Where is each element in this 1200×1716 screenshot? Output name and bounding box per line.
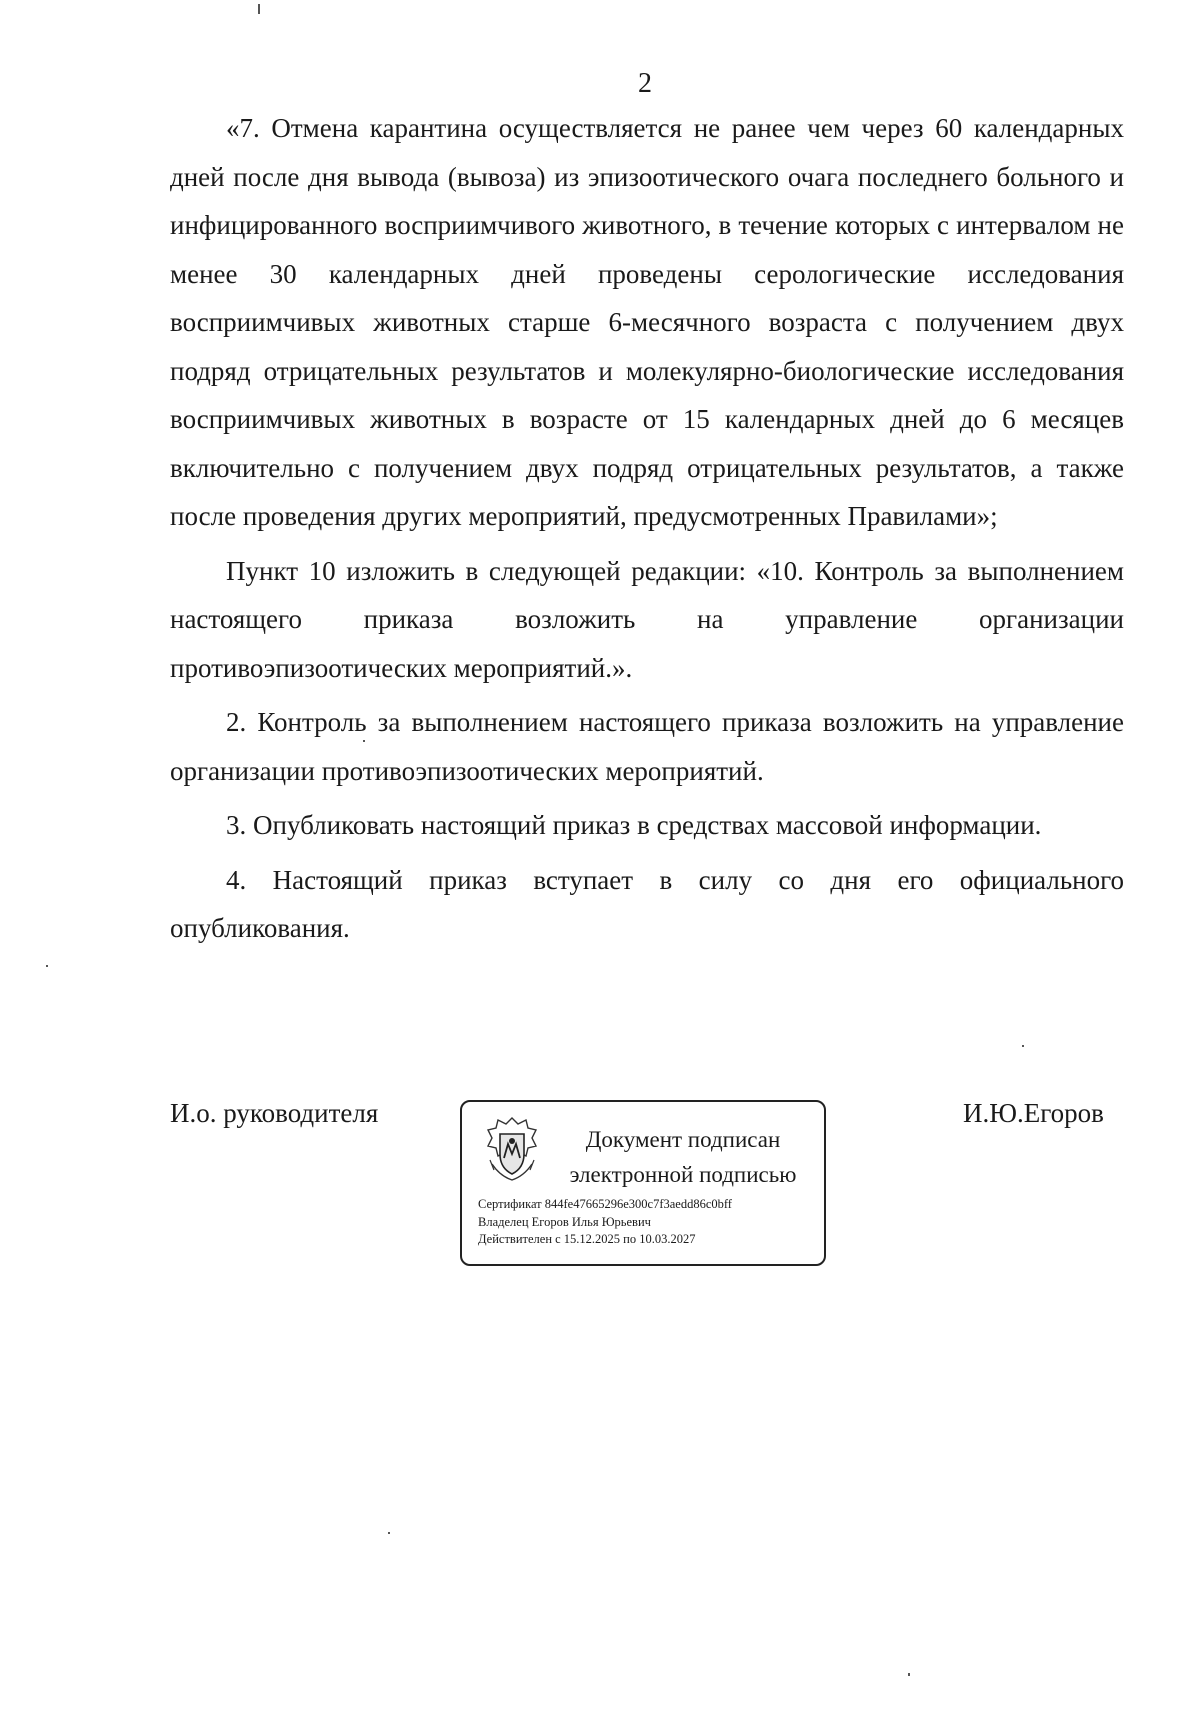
esig-details [478,1196,732,1249]
coat-of-arms-icon [482,1114,542,1184]
esig-title-line2: электронной подписью [569,1162,797,1187]
esig-title-line1: Документ подписан [585,1127,781,1152]
scan-speck [363,740,365,742]
scan-speck [908,1673,910,1676]
paragraph-item-10-amendment: Пункт 10 изложить в следующей редакции: «10. Контроль за выполнением настоящего приказа возложить на управление организации противоэпизоотических мероприятий.». [170,555,1124,683]
paragraph-control: 2. Контроль за выполнением настоящего приказа возложить на управление организации противоэпизоотических мероприятий. [170,707,1124,786]
esig-title [542,1122,824,1192]
scan-speck [388,1532,390,1534]
electronic-signature-stamp [460,1100,826,1266]
signatory-name: И.Ю.Егоров [963,1098,1104,1128]
esig-validity: Действителен с 15.12.2025 по 10.03.2027 [478,1232,696,1246]
signatory-position: И.о. руководителя [170,1098,379,1128]
page-number: 2 [638,68,652,99]
paragraph-entry-into-force: 4. Настоящий приказ вступает в силу со дня его официального опубликования. [170,864,1124,943]
esig-certificate: Сертификат 844fe47665296e300c7f3aedd86c0bff [478,1197,732,1211]
scan-speck [1022,1045,1024,1047]
document-body [170,104,1124,953]
paragraph-quarantine-cancellation: «7. Отмена карантина осуществляется не ранее чем через 60 календарных дней после дня вывода (вывоза) из эпизоотического очага последнего больного и инфицированного восприимчивого животного, в течение которых с интервалом не менее 30 календарных дней проведены серологические исследования восприимчивых животных старше 6-месячного возраста с получением двух подряд отрицательных результатов и молекулярно-биологические исследования восприимчивых животных в возрасте от 15 календарных дней до 6 месяцев включительно с получением двух подряд отрицательных результатов, а также после проведения других мероприятий, предусмотренных Правилами»; [170,113,1124,531]
paragraph-publish: 3. Опубликовать настоящий приказ в средствах массовой информации. [226,810,1042,840]
scan-speck [46,965,48,967]
esig-owner: Владелец Егоров Илья Юрьевич [478,1214,651,1229]
scan-speck [258,4,260,14]
